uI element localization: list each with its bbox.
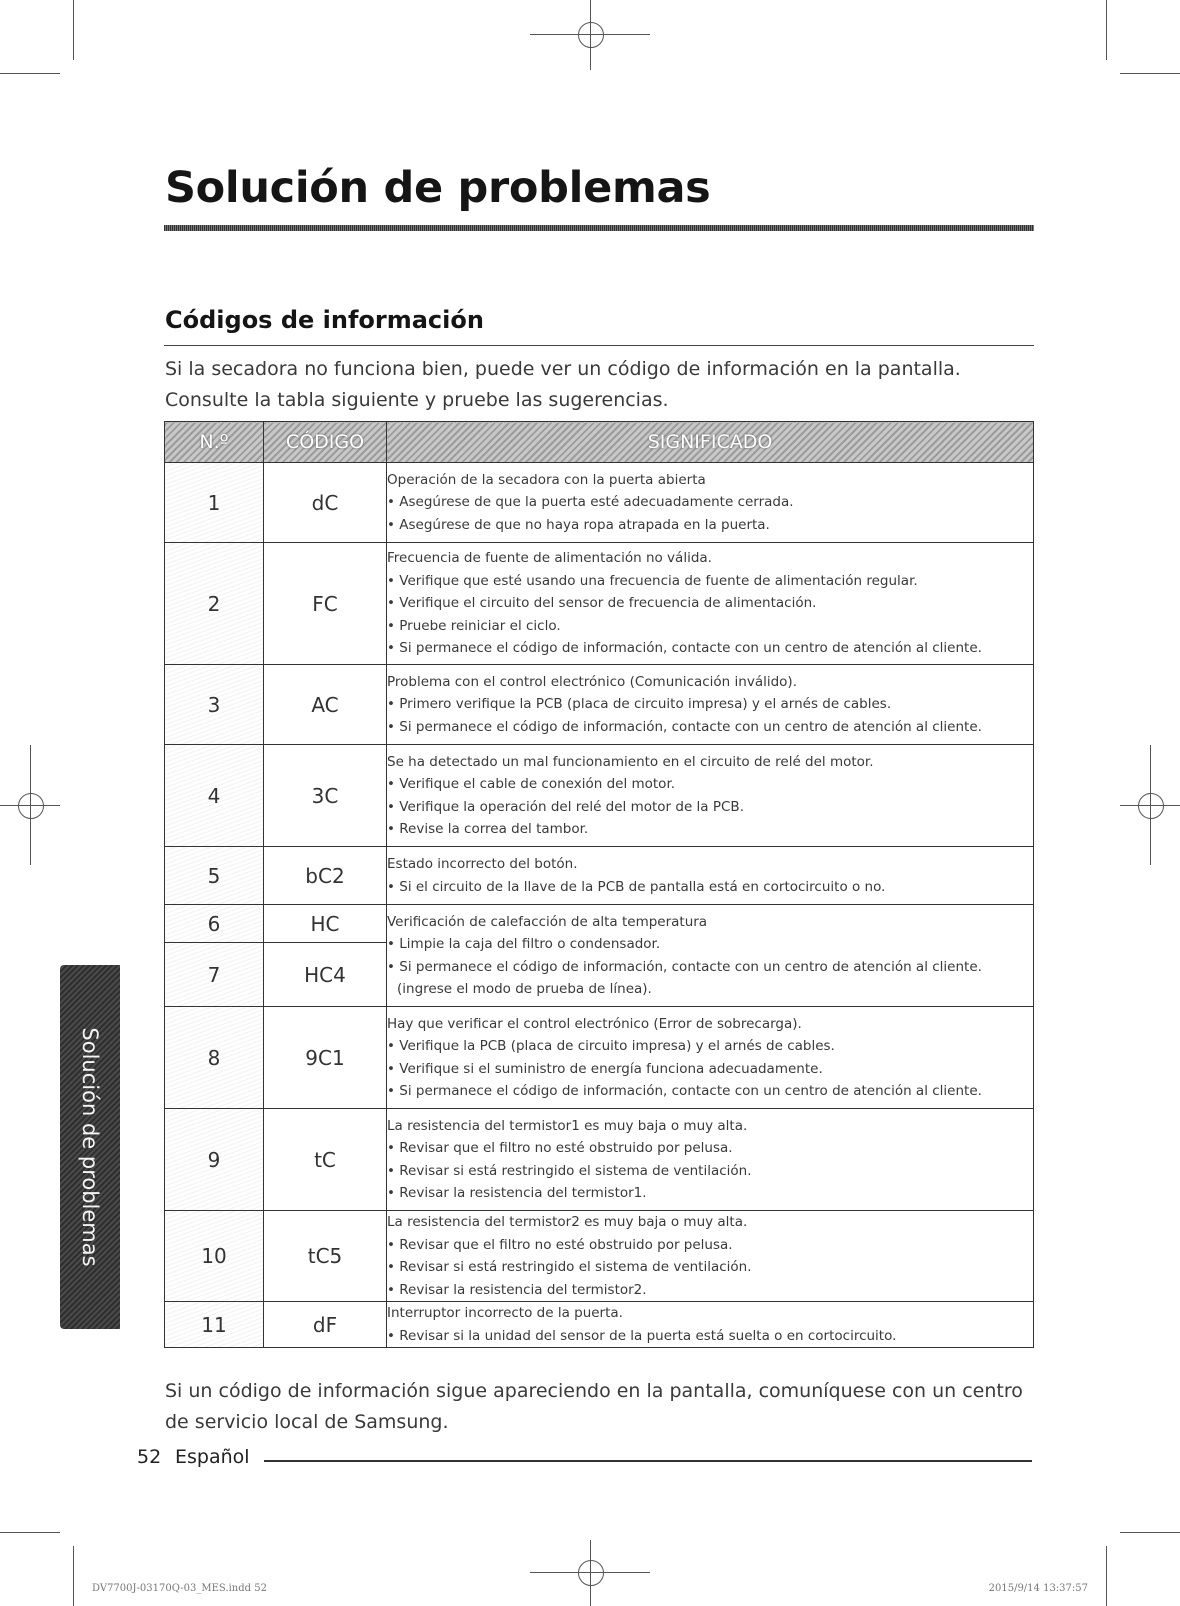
registration-mark-top [530, 0, 650, 70]
bullet-item: • Si permanece el código de información, contacte con un centro de atención al cliente. (ingrese el modo de prueba de línea). [387, 956, 1033, 1001]
row-code: tC5 [264, 1211, 387, 1302]
row-number: 10 [165, 1211, 264, 1302]
meaning-heading: Interruptor incorrecto de la puerta. [387, 1305, 623, 1321]
row-code: HC4 [264, 943, 387, 1007]
meaning-cell [387, 1211, 1034, 1302]
bullet-item: • Si permanece el código de información, contacte con un centro de atención al cliente. [387, 637, 1033, 660]
meaning-heading: Frecuencia de fuente de alimentación no válida. [387, 550, 712, 567]
table-row [165, 1302, 1034, 1348]
row-code: bC2 [264, 847, 387, 905]
table-row [165, 1211, 1034, 1302]
header-code: CÓDIGO [264, 422, 387, 463]
bullet-item: • Verifique si el suministro de energía funciona adecuadamente. [387, 1058, 1033, 1081]
meaning-heading: Se ha detectado un mal funcionamiento en el circuito de relé del motor. [387, 753, 874, 770]
print-slug-file: DV7700J-03170Q-03_MES.indd 52 [92, 1583, 267, 1594]
bullet-item: • Verifique que esté usando una frecuencia de fuente de alimentación regular. [387, 570, 1033, 593]
meaning-cell [387, 745, 1034, 847]
bullet-item: • Revise la correa del tambor. [387, 818, 1033, 841]
meaning-heading: La resistencia del termistor1 es muy baja o muy alta. [387, 1117, 748, 1134]
page-language: Español [175, 1446, 250, 1468]
crop-mark [1106, 0, 1107, 60]
page-title: Solución de problemas [165, 163, 711, 213]
info-codes-table [164, 421, 1034, 1348]
meaning-heading: Problema con el control electrónico (Comunicación inválido). [387, 673, 797, 690]
crop-mark [1120, 1532, 1180, 1533]
meaning-bullets [387, 876, 1033, 899]
row-number: 7 [165, 943, 264, 1007]
table-row [165, 1007, 1034, 1109]
row-code: HC [264, 905, 387, 943]
bullet-item: • Si permanece el código de información, contacte con un centro de atención al cliente. [387, 716, 1033, 739]
print-slug-date: 2015/9/14 13:37:57 [988, 1583, 1088, 1594]
meaning-heading: La resistencia del termistor2 es muy baja o muy alta. [387, 1214, 748, 1230]
crop-mark [1120, 73, 1180, 74]
bullet-item: • Asegúrese de que la puerta esté adecuadamente cerrada. [387, 491, 1033, 514]
meaning-heading: Hay que verificar el control electrónico (Error de sobrecarga). [387, 1015, 802, 1032]
row-code: dF [264, 1302, 387, 1348]
row-number: 4 [165, 745, 264, 847]
crop-mark [0, 73, 60, 74]
section-title: Códigos de información [165, 306, 484, 334]
row-number: 2 [165, 543, 264, 665]
bullet-item: • Revisar que el filtro no esté obstruido por pelusa. [387, 1234, 1033, 1257]
row-number: 11 [165, 1302, 264, 1348]
meaning-cell [387, 463, 1034, 543]
row-number: 6 [165, 905, 264, 943]
table-row [165, 1109, 1034, 1211]
bullet-item: • Pruebe reiniciar el ciclo. [387, 615, 1033, 638]
bullet-item: • Verifique la operación del relé del motor de la PCB. [387, 796, 1033, 819]
meaning-bullets [387, 491, 1033, 536]
registration-mark-right [1120, 745, 1180, 865]
meaning-cell [387, 905, 1034, 1007]
crop-mark [0, 1532, 60, 1533]
table-row [165, 543, 1034, 665]
meaning-cell [387, 1007, 1034, 1109]
bullet-item: • Asegúrese de que no haya ropa atrapada en la puerta. [387, 514, 1033, 537]
header-num: N.º [165, 422, 264, 463]
meaning-bullets [387, 933, 1033, 1001]
bullet-item: • Revisar la resistencia del termistor2. [387, 1279, 1033, 1302]
bullet-item: • Si permanece el código de información, contacte con un centro de atención al cliente. [387, 1080, 1033, 1103]
bullet-item: • Si el circuito de la llave de la PCB de pantalla está en cortocircuito o no. [387, 876, 1033, 899]
meaning-heading: Verificación de calefacción de alta temperatura [387, 913, 708, 930]
meaning-cell [387, 665, 1034, 745]
meaning-heading: Operación de la secadora con la puerta abierta [387, 471, 706, 488]
row-number: 9 [165, 1109, 264, 1211]
row-code: tC [264, 1109, 387, 1211]
bullet-item: • Primero verifique la PCB (placa de circuito impresa) y el arnés de cables. [387, 693, 1033, 716]
title-rule [164, 225, 1034, 231]
row-code: 9C1 [264, 1007, 387, 1109]
intro-paragraph: Si la secadora no funciona bien, puede ver un código de información en la pantalla. Consulte la tabla siguiente y pruebe las sugerencias. [165, 358, 961, 411]
table-body [165, 463, 1034, 1348]
row-number: 8 [165, 1007, 264, 1109]
bullet-item: • Revisar si la unidad del sensor de la puerta está suelta o en cortocircuito. [387, 1325, 1033, 1348]
row-code: dC [264, 463, 387, 543]
row-number: 3 [165, 665, 264, 745]
bullet-item: • Revisar la resistencia del termistor1. [387, 1182, 1033, 1205]
meaning-bullets [387, 570, 1033, 660]
table-header-row [165, 422, 1034, 463]
meaning-bullets [387, 773, 1033, 841]
row-code: FC [264, 543, 387, 665]
crop-mark [73, 0, 74, 60]
header-meaning: SIGNIFICADO [387, 422, 1034, 463]
section-rule [164, 345, 1034, 346]
table-row [165, 463, 1034, 543]
table-row [165, 847, 1034, 905]
meaning-bullets [387, 1035, 1033, 1103]
bullet-item: • Revisar si está restringido el sistema de ventilación. [387, 1160, 1033, 1183]
page-number: 52 [137, 1446, 162, 1468]
table-row [165, 745, 1034, 847]
bullet-item: • Revisar que el filtro no esté obstruido por pelusa. [387, 1137, 1033, 1160]
table-row [165, 905, 1034, 943]
side-tab-label: Solución de problemas [78, 1027, 102, 1267]
meaning-bullets [387, 1137, 1033, 1205]
row-number: 5 [165, 847, 264, 905]
bullet-item: • Verifique el circuito del sensor de frecuencia de alimentación. [387, 592, 1033, 615]
bullet-item: • Revisar si está restringido el sistema de ventilación. [387, 1256, 1033, 1279]
meaning-cell [387, 1302, 1034, 1348]
registration-mark-left [0, 745, 60, 865]
row-number: 1 [165, 463, 264, 543]
crop-mark [73, 1546, 74, 1606]
crop-mark [1106, 1546, 1107, 1606]
footer-paragraph: Si un código de información sigue apareciendo en la pantalla, comuníquese con un centro de servicio local de Samsung. [165, 1380, 1023, 1433]
footer-rule [264, 1460, 1032, 1462]
registration-mark-bottom [530, 1540, 650, 1606]
bullet-item: • Verifique el cable de conexión del motor. [387, 773, 1033, 796]
row-code: 3C [264, 745, 387, 847]
table-row [165, 665, 1034, 745]
meaning-cell [387, 1109, 1034, 1211]
bullet-item: • Limpie la caja del filtro o condensador. [387, 933, 1033, 956]
meaning-cell [387, 847, 1034, 905]
meaning-bullets [387, 1325, 1033, 1348]
meaning-cell [387, 543, 1034, 665]
meaning-bullets [387, 693, 1033, 738]
meaning-heading: Estado incorrecto del botón. [387, 856, 578, 872]
meaning-bullets [387, 1234, 1033, 1302]
bullet-item: • Verifique la PCB (placa de circuito impresa) y el arnés de cables. [387, 1035, 1033, 1058]
row-code: AC [264, 665, 387, 745]
